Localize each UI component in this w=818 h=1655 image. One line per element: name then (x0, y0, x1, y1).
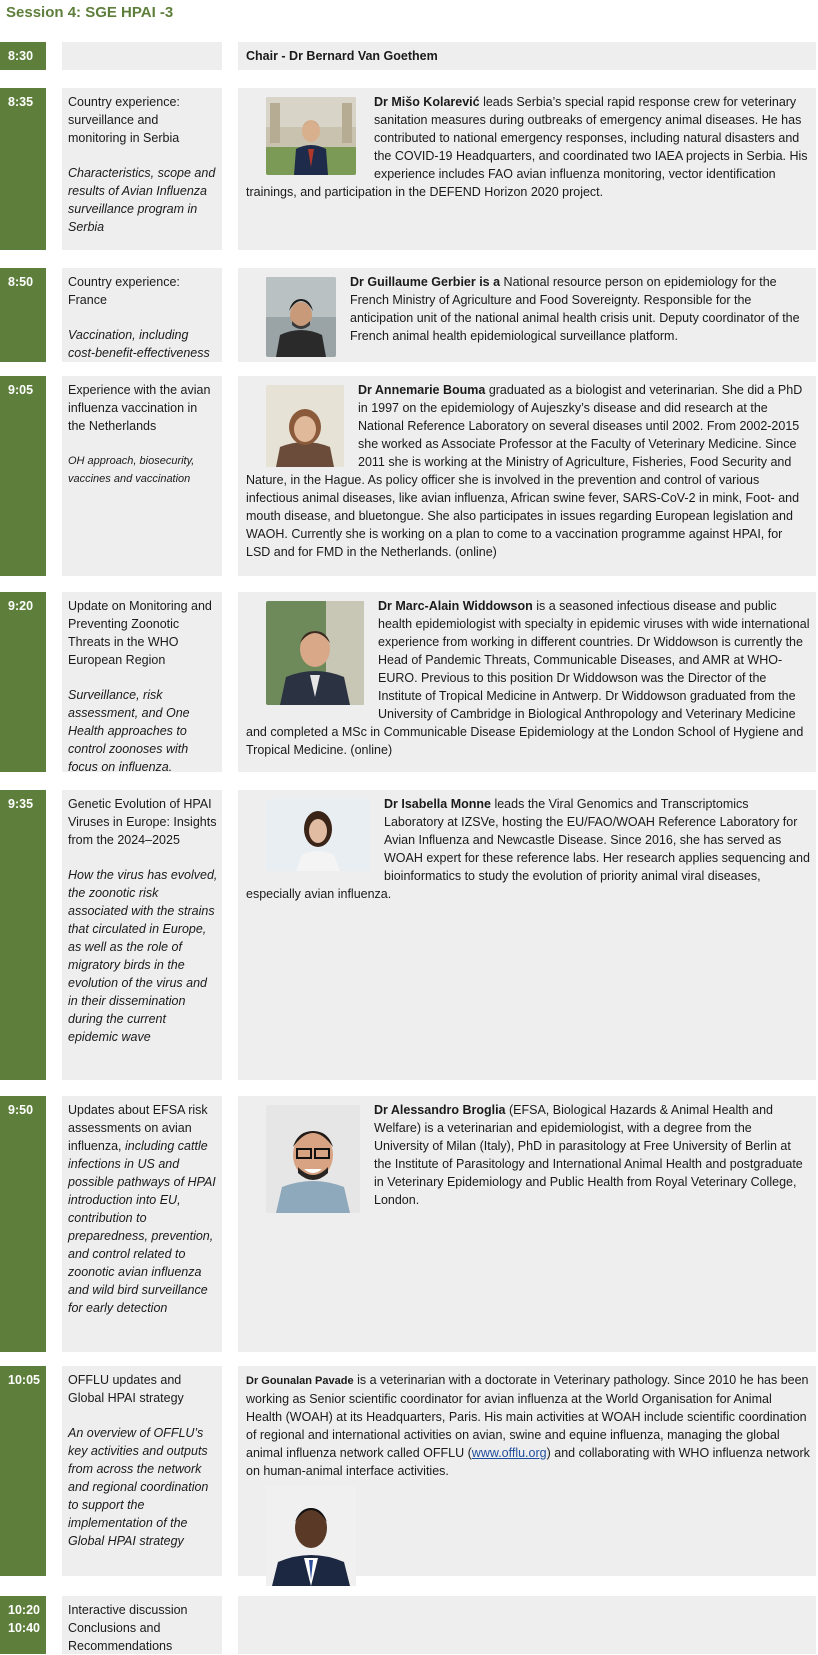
topic-cell (62, 376, 222, 576)
topic-title: Country experience: surveillance and monitoring in Serbia (68, 95, 180, 145)
speaker-cell (238, 790, 816, 1080)
topic-cell (62, 1596, 222, 1654)
time-cell: 10:05 (0, 1366, 46, 1576)
topic-title: Country experience: France (68, 275, 180, 307)
time-cell: 8:30 (0, 42, 46, 70)
topic-subtitle: An overview of OFFLU’s key activities and outputs from across the network and regional coordination to support the implementation of the Global HPAI strategy (68, 1426, 209, 1548)
topic-cell (62, 790, 222, 1080)
agenda-row (0, 790, 818, 1080)
topic-title: Update on Monitoring and Preventing Zoonotic Threats in the WHO European Region (68, 599, 212, 667)
topic-title: OFFLU updates and Global HPAI strategy (68, 1373, 184, 1405)
speaker-cell (238, 592, 816, 772)
speaker-bio: leads the Viral Genomics and Transcriptomics Laboratory at IZSVe, hosting the EU/FAO/WOAH Reference Laboratory for Avian Influenza and Newcastle Disease. Since 2016, she has served as WOAH expert for these reference labs. Her research applies sequencing and bioinformatics to study the evolution of priority animal viral diseases, especially avian influenza. (246, 797, 810, 901)
topic-title: Interactive discussion Conclusions and Recommendations (68, 1603, 188, 1653)
speaker-photo (266, 385, 344, 467)
time-cell: 8:50 (0, 268, 46, 362)
speaker-name: Dr Guillaume Gerbier is a (350, 275, 501, 289)
speaker-bio: (EFSA, Biological Hazards & Animal Health and Welfare) is a veterinarian and epidemiologist, with a degree from the University of Milan (Italy), PhD in parasitology at Free University of Berlin at the Institute of Parasitology and International Animal Health and postgraduate in Veterinary Epidemiology and Public Health from Royal Veterinary College, London. (374, 1103, 803, 1207)
speaker-name: Dr Isabella Monne (384, 797, 491, 811)
speaker-bio: leads Serbia’s special rapid response crew for veterinary sanitation measures during outbreaks of emergency animal diseases. He has contributed to national emergency responses, including natural disasters and the COVID-19 Headquarters, and coordinated two IAEA projects in Serbia. His experience includes FAO avian influenza monitoring, vector identification trainings, and participation in the DEFEND Horizon 2020 project. (246, 95, 808, 199)
topic-subtitle: Vaccination, including cost-benefit-effectiveness (68, 328, 210, 360)
time-cell: 9:05 (0, 376, 46, 576)
topic-cell (62, 42, 222, 70)
topic-cell (62, 592, 222, 772)
time-start: 10:20 (8, 1603, 40, 1617)
speaker-bio: graduated as a biologist and veterinarian. She did a PhD in 1997 on the epidemiology of Aujeszky’s disease and did research at the National Reference Laboratory on several diseases until 2002. From 2002-2015 she worked as Associate Professor at the Faculty of Veterinary Medicine. Since 2011 she is working at the Ministry of Agriculture, Fisheries, Food Security and Nature, in the Hague. As policy officer she is involved in the prevention and control of various infectious animal diseases, like avian influenza, African swine fever, SARS-CoV-2 in mink, Foot- and mouth disease, and bluetongue. She also participates in issues regarding European legislation and WAOH. Currently she is working on a plan to come to a vaccination programme against HPAI, for LSD and for FMD in the Netherlands. (online) (246, 383, 803, 559)
speaker-name: Dr Gounalan Pavade (246, 1375, 354, 1387)
topic-subtitle: Characteristics, scope and results of Avian Influenza surveillance program in Serbia (68, 166, 216, 234)
agenda-row (0, 1096, 818, 1352)
topic-subtitle: Surveillance, risk assessment, and One Health approaches to control zoonoses with focus on influenza. (68, 688, 190, 774)
speaker-name: Dr Annemarie Bouma (358, 383, 486, 397)
topic-cell (62, 1096, 222, 1352)
speaker-bio: National resource person on epidemiology for the French Ministry of Agriculture and Food Sovereignty. Responsible for the anticipation unit of the national animal health crisis unit. Deputy coordinator of the French animal health epidemiological surveillance platform. (350, 275, 800, 343)
agenda-row (0, 268, 818, 362)
speaker-cell (238, 1596, 816, 1654)
topic-title-italic: including cattle infections in US and possible pathways of HPAI introduction into EU, contribution to preparedness, prevention, and control related to zoonotic avian influenza and wild bird surveillance for early detection (68, 1139, 216, 1315)
topic-subtitle: How the virus has evolved, the zoonotic risk associated with the strains that circulated in Europe, as well as the role of migratory birds in the evolution of the virus and in their dissemination during the current epidemic wave (68, 868, 218, 1044)
speaker-name: Dr Marc-Alain Widdowson (378, 599, 533, 613)
speaker-name: Dr Mišo Kolarević (374, 95, 480, 109)
time-cell: 9:50 (0, 1096, 46, 1352)
speaker-bio: is a seasoned infectious disease and public health epidemiologist with specialty in epidemic viruses with wide international experience from working in different countries. Dr Widdowson is currently the Head of Pandemic Threats, Communicable Diseases, and AMR at WHO-EURO. Previous to this position Dr Widdowson was the Director of the Institute of Tropical Medicine in Antwerp. Dr Widdowson graduated from the University of Cambridge in Biological Anthropology and Veterinary Medicine and completed a MSc in Communicable Disease Epidemiology at the London School of Hygiene and Tropical Medicine. (online) (246, 599, 810, 757)
agenda-row (0, 42, 818, 70)
time-end: 10:40 (8, 1621, 40, 1635)
speaker-cell (238, 88, 816, 250)
speaker-cell (238, 1096, 816, 1352)
topic-subtitle: OH approach, biosecurity, vaccines and vaccination (68, 455, 195, 485)
speaker-photo (266, 97, 356, 175)
speaker-bio: is a veterinarian with a doctorate in Veterinary pathology. Since 2010 he has been working as Senior scientific coordinator for avian influenza at the World Organisation for Animal Health (WOAH) at its Headquarters, Paris. His main activities at WOAH include scientific coordination of regional and international activities on avian, swine and equine influenza, managing the global animal influenza network called OFFLU ( (246, 1373, 809, 1460)
time-cell: 9:35 (0, 790, 46, 1080)
speaker-photo (266, 1105, 360, 1213)
speaker-photo (266, 799, 370, 871)
time-cell: 8:35 (0, 88, 46, 250)
chair-label: Chair - Dr Bernard Van Goethem (246, 49, 438, 63)
speaker-photo (266, 1486, 810, 1591)
session-title: Session 4: SGE HPAI -3 (6, 4, 174, 21)
topic-cell (62, 268, 222, 362)
topic-cell (62, 88, 222, 250)
agenda-row (0, 592, 818, 772)
time-cell: 9:20 (0, 592, 46, 772)
agenda-row (0, 1596, 818, 1654)
topic-title-plain: Updates about EFSA risk assessments on avian influenza, (68, 1103, 208, 1153)
speaker-photo (266, 277, 336, 357)
agenda-row (0, 376, 818, 576)
agenda-row (0, 1366, 818, 1576)
topic-title (68, 1101, 218, 1317)
speaker-cell (238, 268, 816, 362)
speaker-photo (266, 601, 364, 705)
topic-title: Genetic Evolution of HPAI Viruses in Europe: Insights from the 2024–2025 (68, 797, 217, 847)
speaker-cell (238, 42, 816, 70)
speaker-name: Dr Alessandro Broglia (374, 1103, 506, 1117)
topic-cell (62, 1366, 222, 1576)
speaker-cell (238, 1366, 816, 1576)
time-cell (0, 1596, 46, 1654)
speaker-cell (238, 376, 816, 576)
agenda-row (0, 88, 818, 250)
speaker-bio-end: ) and collaborating with WHO influenza network on human-animal interface activities. (246, 1446, 810, 1478)
offlu-link[interactable]: www.offlu.org (471, 1446, 547, 1460)
topic-title: Experience with the avian influenza vaccination in the Netherlands (68, 383, 211, 433)
